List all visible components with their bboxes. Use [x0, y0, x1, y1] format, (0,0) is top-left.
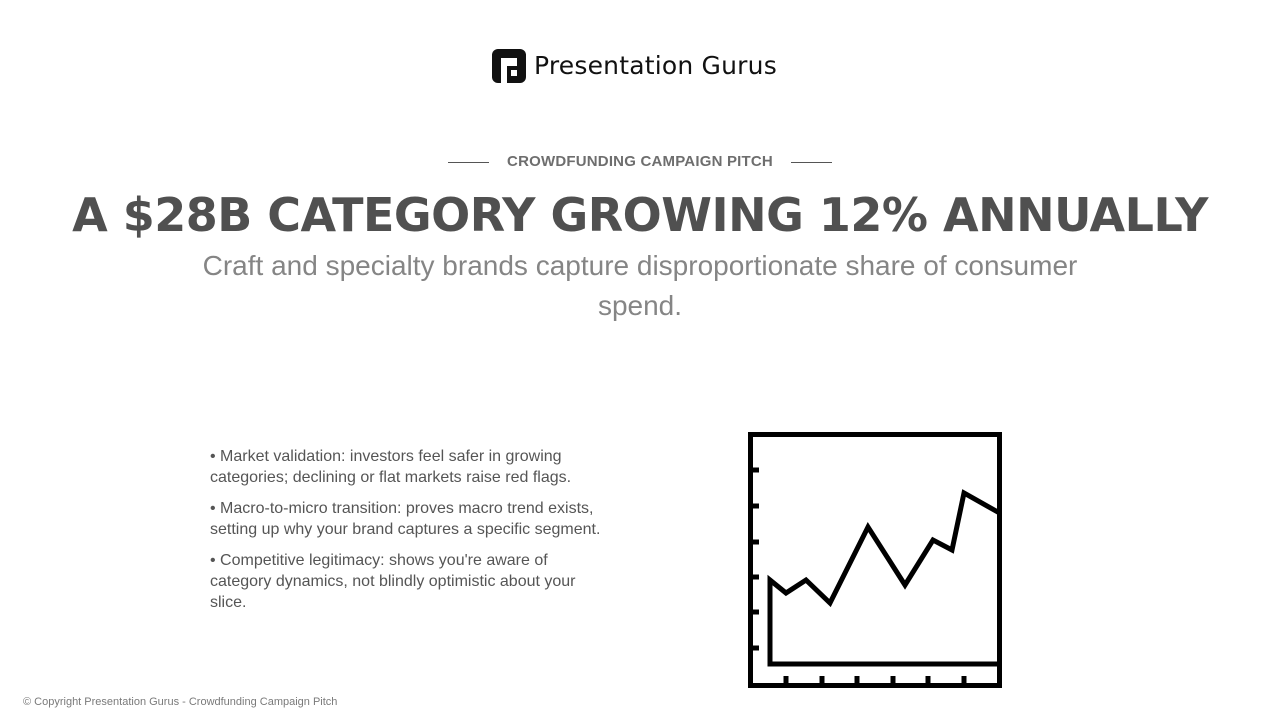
line-chart-icon — [748, 432, 1002, 688]
bullet-item: • Macro-to-micro transition: proves macro trend exists, setting up why your brand captures a specific segment. — [210, 500, 601, 538]
brand-name: Presentation Gurus — [534, 51, 777, 80]
eyebrow-rule-left — [448, 162, 489, 163]
slide-title: A $28B CATEGORY GROWING 12% ANNUALLY — [72, 188, 1208, 242]
bullet-item: • Market validation: investors feel safer in growing categories; declining or flat markets raise red flags. — [210, 448, 572, 486]
slide-eyebrow — [0, 152, 1280, 172]
brand-logo — [492, 48, 777, 84]
slide-subtitle: Craft and specialty brands capture disproportionate share of consumer spend. — [202, 250, 1078, 321]
eyebrow-label: CROWDFUNDING CAMPAIGN PITCH — [507, 153, 773, 170]
presentation-gurus-logo-icon — [492, 49, 526, 83]
bullet-list — [210, 446, 610, 623]
eyebrow-rule-right — [791, 162, 832, 163]
bullet-item: • Competitive legitimacy: shows you're aware of category dynamics, not blindly optimistic about your slice. — [210, 552, 576, 611]
footer-copyright: © Copyright Presentation Gurus - Crowdfunding Campaign Pitch — [23, 696, 338, 708]
